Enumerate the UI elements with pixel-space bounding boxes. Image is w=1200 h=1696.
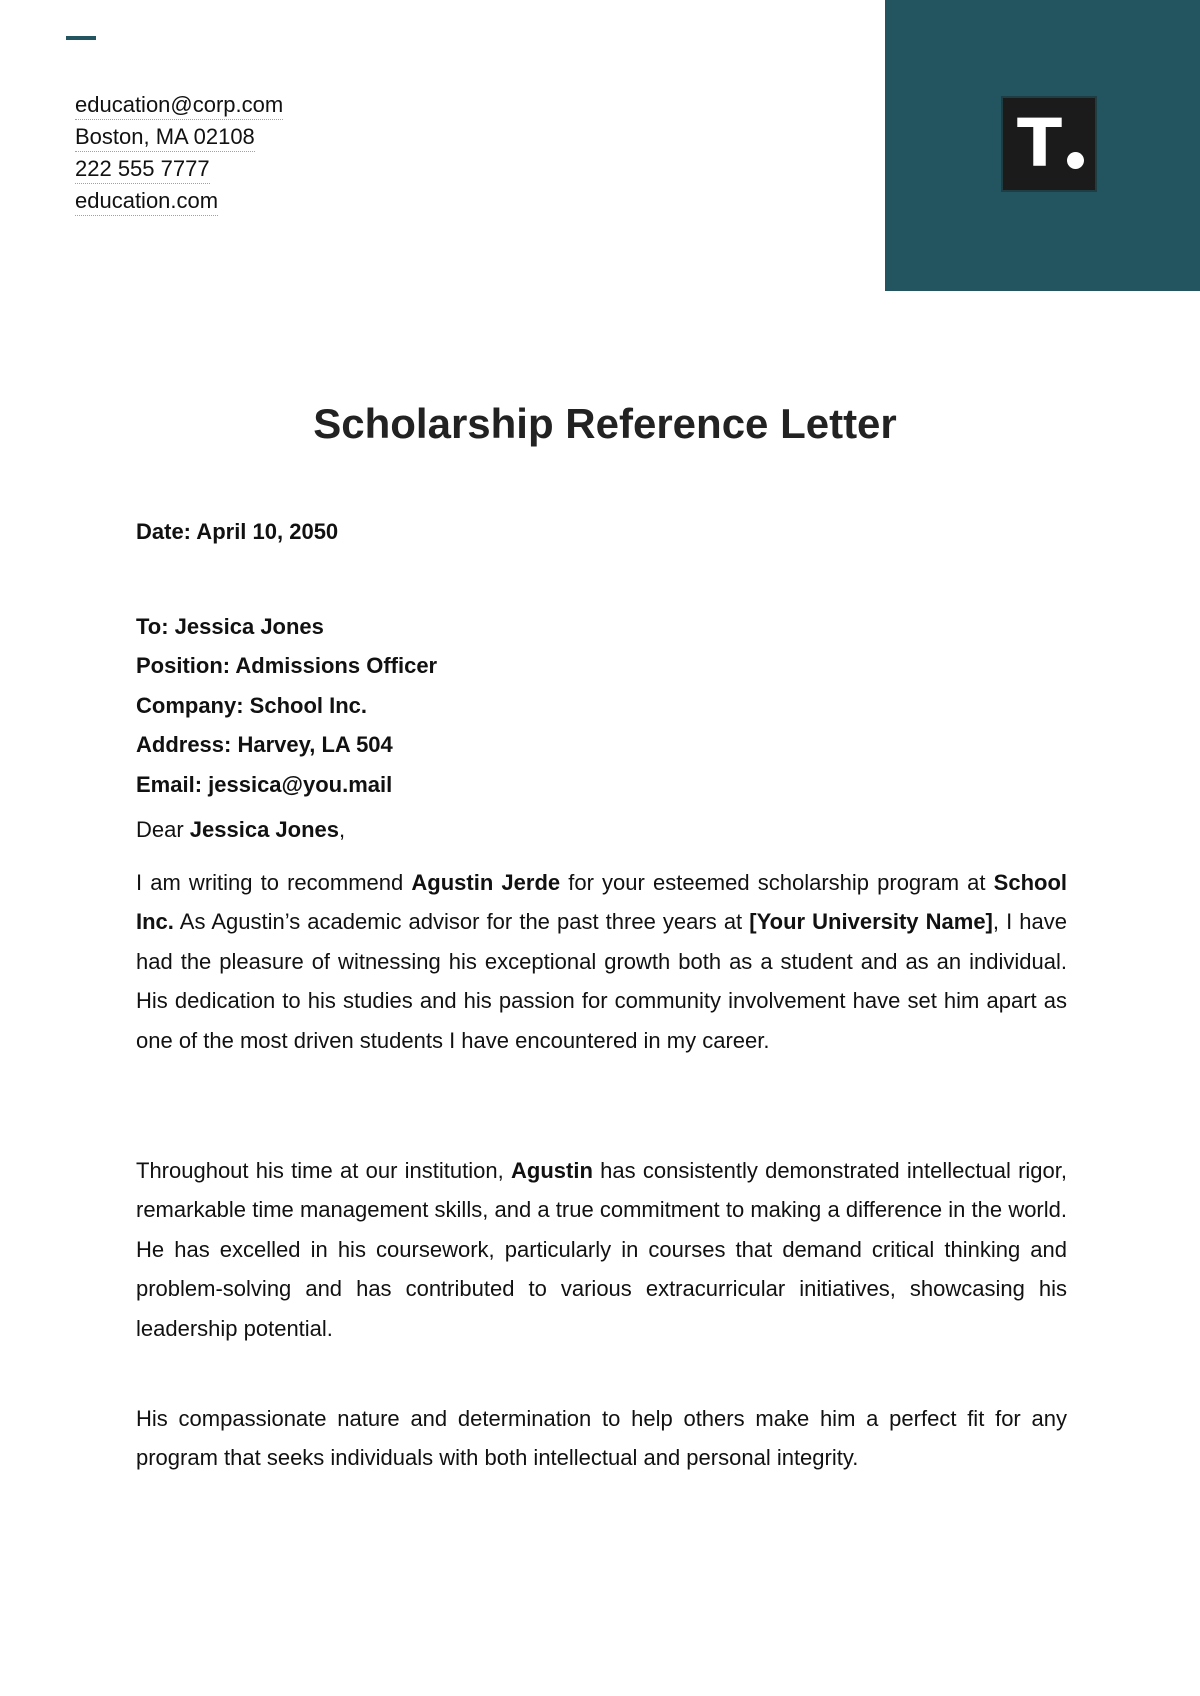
- contact-email[interactable]: education@corp.com: [75, 90, 283, 120]
- p1-text-2: for your esteemed scholarship program at: [560, 870, 994, 895]
- p3-text-1: His compassionate nature and determination to help others make him a perfect fit for any program that seeks individuals with both intellectual and personal integrity.: [136, 1406, 1067, 1471]
- recipient-to: To: Jessica Jones: [136, 614, 324, 639]
- student-first-name: Agustin: [511, 1158, 593, 1183]
- contact-phone[interactable]: 222 555 7777: [75, 154, 210, 184]
- letter-title: Scholarship Reference Letter: [313, 400, 897, 447]
- p1-text-1: I am writing to recommend: [136, 870, 412, 895]
- contact-block: [75, 90, 283, 218]
- university-placeholder: [Your University Name]: [749, 909, 993, 935]
- recipient-address: Address: Harvey, LA 504: [136, 732, 393, 758]
- greeting-prefix: Dear: [136, 817, 190, 842]
- accent-dash: [66, 36, 96, 40]
- recipient-block: [136, 607, 1067, 804]
- greeting: [136, 815, 1067, 845]
- letter-date: Date: April 10, 2050: [136, 519, 339, 544]
- paragraph-2: [136, 1151, 1067, 1348]
- greeting-suffix: ,: [339, 817, 346, 842]
- company-logo: [1003, 98, 1095, 190]
- paragraph-3: [136, 1399, 1067, 1478]
- p2-text-2: has consistently demonstrated intellectual rigor, remarkable time management skills, and a true commitment to making a difference in the world. He has excelled in his coursework, particularly in courses that demand critical thinking and problem-solving and has contributed to various extracurricular initiatives, showcasing his leadership potential.: [136, 1158, 1068, 1341]
- p1-text-4: , I have had the pleasure of witnessing his exceptional growth both as a student and as an individual. His dedication to his studies and his passion for community involvement have set him apart as one of the most driven students I have encountered in my career.: [136, 909, 1068, 1053]
- p2-text-1: Throughout his time at our institution,: [136, 1158, 511, 1183]
- contact-address[interactable]: Boston, MA 02108: [75, 122, 255, 152]
- greeting-name: Jessica Jones: [189, 817, 340, 842]
- recipient-position: Position: Admissions Officer: [136, 653, 438, 679]
- paragraph-1: [136, 863, 1067, 1060]
- recipient-email: Email: jessica@you.mail: [136, 771, 393, 797]
- contact-website[interactable]: education.com: [75, 186, 218, 216]
- logo-dot-icon: [1067, 152, 1084, 169]
- student-name: Agustin Jerde: [411, 870, 561, 895]
- school-name: School Inc.: [136, 870, 1068, 935]
- logo-letter: T: [1017, 105, 1063, 182]
- recipient-company: Company: School Inc.: [136, 692, 368, 718]
- p1-text-3: As Agustin’s academic advisor for the past three years at: [173, 909, 750, 935]
